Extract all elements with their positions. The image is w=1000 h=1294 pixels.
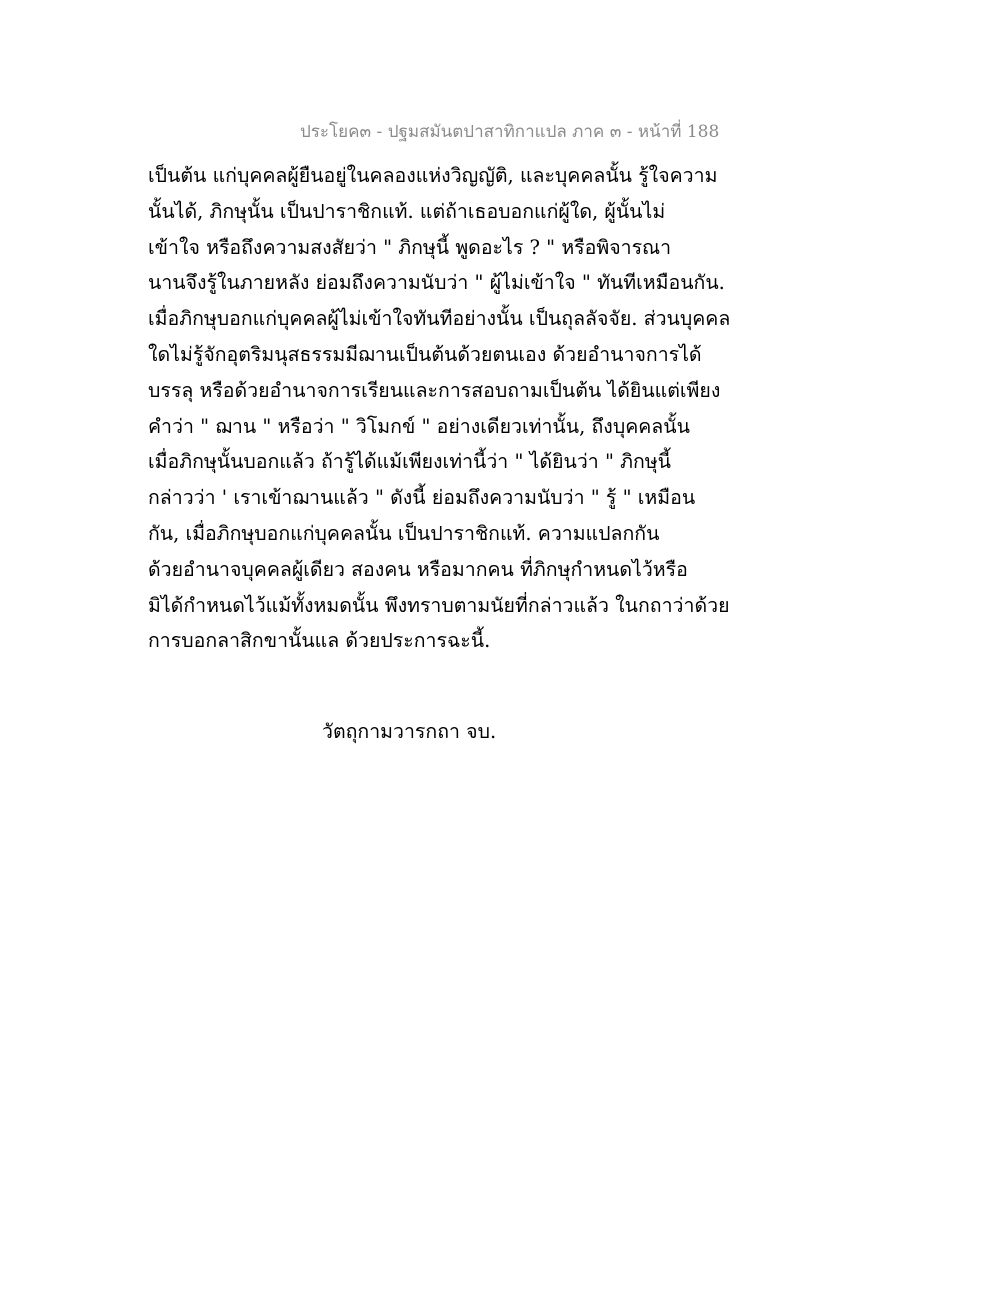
- text-line: ใดไม่รู้จักอุตริมนุสธรรมมีฌานเป็นต้นด้วยตนเอง ด้วยอำนาจการได้: [148, 342, 702, 366]
- text-line: คำว่า " ฌาน " หรือว่า " วิโมกข์ " อย่างเดียวเท่านั้น, ถึงบุคคลนั้น: [148, 414, 690, 438]
- text-line: เมื่อภิกษุบอกแก่บุคคลผู้ไม่เข้าใจทันทีอย่างนั้น เป็นถุลลัจจัย. ส่วนบุคคล: [148, 307, 731, 331]
- text-line: การบอกลาสิกขานั้นแล ด้วยประการฉะนี้.: [148, 629, 491, 653]
- text-line: กัน, เมื่อภิกษุบอกแก่บุคคลนั้น เป็นปาราชิกแท้. ความแปลกกัน: [148, 521, 660, 545]
- running-header: ประโยค๓ - ปฐมสมันตปาสาทิกาแปล ภาค ๓ - หน้าที่ 188: [300, 122, 720, 142]
- text-line: เป็นต้น แก่บุคคลผู้ยืนอยู่ในคลองแห่งวิญญัติ, และบุคคลนั้น รู้ใจความ: [148, 164, 718, 187]
- text-line: นั้นได้, ภิกษุนั้น เป็นปาราชิกแท้. แต่ถ้าเธอบอกแก่ผู้ใด, ผู้นั้นไม่: [148, 199, 666, 223]
- text-line: มิได้กำหนดไว้แม้ทั้งหมดนั้น พึงทราบตามนัยที่กล่าวแล้ว ในกถาว่าด้วย: [148, 593, 730, 617]
- text-line: นานจึงรู้ในภายหลัง ย่อมถึงความนับว่า " ผู้ไม่เข้าใจ " ทันทีเหมือนกัน.: [148, 271, 725, 295]
- section-end-line: วัตถุกามวารกถา จบ.: [322, 720, 497, 743]
- text-line: ด้วยอำนาจบุคคลผู้เดียว สองคน หรือมากคน ที่ภิกษุกำหนดไว้หรือ: [148, 557, 688, 581]
- text-line: เข้าใจ หรือถึงความสงสัยว่า " ภิกษุนี้ พูดอะไร ? " หรือพิจารณา: [148, 235, 672, 259]
- text-line: บรรลุ หรือด้วยอำนาจการเรียนและการสอบถามเป็นต้น ได้ยินแต่เพียง: [148, 378, 721, 402]
- text-line: กล่าวว่า ' เราเข้าฌานแล้ว " ดังนี้ ย่อมถึงความนับว่า " รู้ " เหมือน: [148, 486, 696, 510]
- body-text: [148, 158, 738, 659]
- text-line: เมื่อภิกษุนั้นบอกแล้ว ถ้ารู้ได้แม้เพียงเท่านี้ว่า " ได้ยินว่า " ภิกษุนี้: [148, 450, 671, 474]
